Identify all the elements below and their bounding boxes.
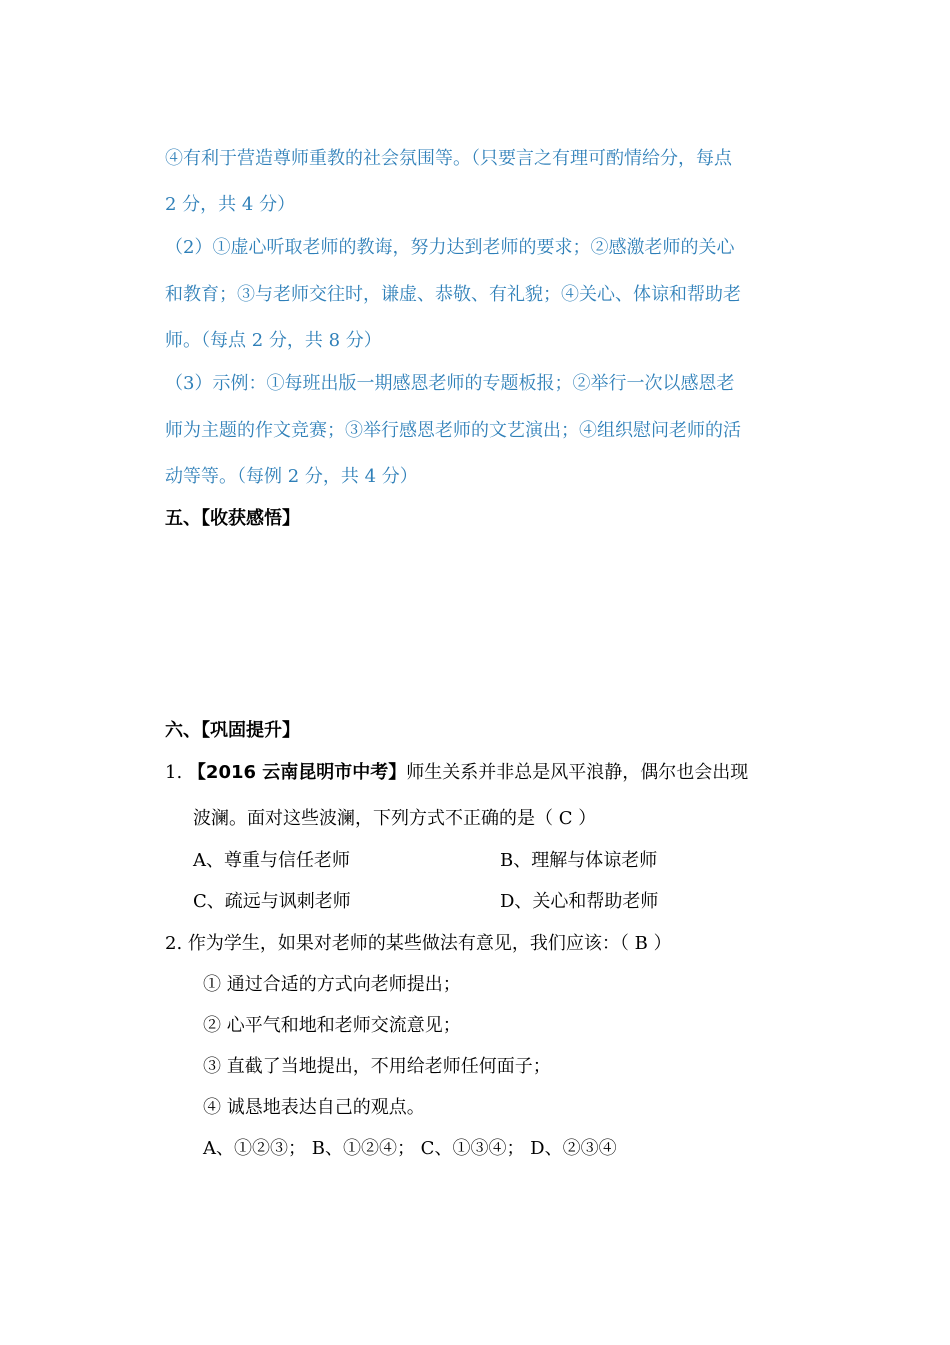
answer-line-1: ④有利于营造尊师重教的社会氛围等。（只要言之有理可酌情给分，每点	[165, 148, 732, 169]
question-2-item-3: ③ 直截了当地提出，不用给老师任何面子；	[203, 1056, 551, 1077]
question-2-item-4: ④ 诚恳地表达自己的观点。	[203, 1097, 425, 1118]
answer-line-4: 和教育；③与老师交往时，谦虚、恭敬、有礼貌；④关心、体谅和帮助老	[165, 284, 741, 305]
answer-line-5: 师。（每点 2 分，共 8 分）	[165, 330, 382, 351]
answer-line-7: 师为主题的作文竞赛；③举行感恩老师的文艺演出；④组织慰问老师的活	[165, 420, 741, 441]
question-1-option-a: A、尊重与信任老师	[193, 850, 350, 871]
answer-line-6: （3）示例：①每班出版一期感恩老师的专题板报；②举行一次以感恩老	[165, 373, 735, 394]
question-1-line-2: 波澜。面对这些波澜，下列方式不正确的是（ C ）	[193, 808, 597, 829]
question-2-item-2: ② 心平气和地和老师交流意见；	[203, 1015, 461, 1036]
question-2-item-1: ① 通过合适的方式向老师提出；	[203, 974, 461, 995]
question-1-number: 1.	[165, 762, 183, 783]
question-1-line-1	[165, 762, 748, 784]
question-1-option-d: D、关心和帮助老师	[500, 891, 659, 912]
question-2-options: A、①②③； B、①②④； C、①③④； D、②③④	[203, 1138, 617, 1159]
question-1-stem-a: 师生关系并非总是风平浪静，偶尔也会出现	[406, 762, 749, 783]
question-2-stem: 2. 作为学生，如果对老师的某些做法有意见，我们应该：（ B ）	[165, 933, 672, 954]
section-5-heading: 五、【收获感悟】	[165, 508, 300, 529]
answer-line-8: 动等等。（每例 2 分，共 4 分）	[165, 466, 418, 487]
answer-line-3: （2）①虚心听取老师的教诲，努力达到老师的要求；②感激老师的关心	[165, 237, 735, 258]
section-6-heading: 六、【巩固提升】	[165, 720, 300, 741]
question-1-option-b: B、理解与体谅老师	[500, 850, 658, 871]
question-1-source: 【2016 云南昆明市中考】	[187, 762, 407, 783]
answer-line-2: 2 分，共 4 分）	[165, 194, 296, 215]
question-1-option-c: C、疏远与讽刺老师	[193, 891, 351, 912]
